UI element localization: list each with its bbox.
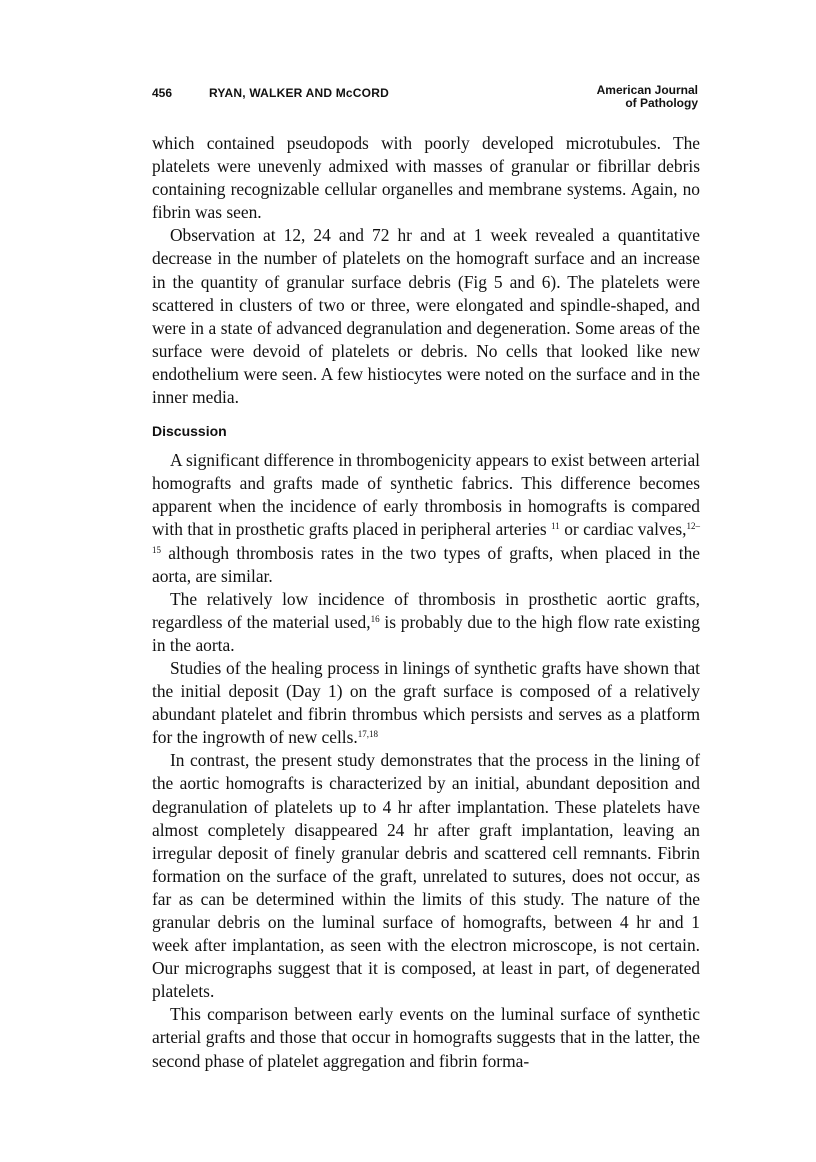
reference-superscript: 16 <box>370 613 380 624</box>
paragraph-text: although thrombosis rates in the two types of grafts, when placed in the aorta, are similar. <box>152 542 700 586</box>
page-number: 456 <box>152 86 173 100</box>
paragraph-text: is probably due to the high flow rate existing in the aorta. <box>152 611 700 655</box>
paragraph: In contrast, the present study demonstrates that the process in the lining of the aortic homografts is characterized by an initial, abundant deposition and degranulation of platelets up to 4 hr after implantation. These platelets have almost completely disappeared 24 hr after graft implantation, leaving an irregular deposit of finely granular debris and scattered cell remnants. Fibrin formation on the surface of the graft, unrelated to sutures, does not occur, as far as can be determined within the limits of this study. The nature of the granular debris on the luminal surface of homografts, between 4 hr and 1 week after implantation, as seen with the electron microscope, is not certain. Our micrographs suggest that it is composed, at least in part, of degenerated platelets. <box>152 750 700 1002</box>
reference-superscript: 12–15 <box>152 521 700 555</box>
body-text <box>152 132 700 1073</box>
section-heading: Discussion <box>152 423 227 440</box>
paragraph <box>152 449 700 588</box>
paragraph: which contained pseudopods with poorly developed microtubules. The platelets were unevenly admixed with masses of granular or fibrillar debris containing recognizable cellular organelles and membrane systems. Again, no fibrin was seen. <box>152 133 700 223</box>
paragraph <box>152 588 700 657</box>
running-head-authors: RYAN, WALKER AND McCORD <box>209 86 389 100</box>
paragraph-text: A significant difference in thrombogenicity appears to exist between arterial homografts and grafts made of synthetic fabrics. This difference becomes apparent when the incidence of early thrombosis in homografts is compared with that in prosthetic grafts placed in peripheral arteries <box>152 450 700 540</box>
paragraph-text: or cardiac valves, <box>559 519 687 540</box>
paragraph-text: Studies of the healing process in linings of synthetic grafts have shown that the initial deposit (Day 1) on the graft surface is composed of a relatively abundant platelet and fibrin thrombus which persists and serves as a platform for the ingrowth of new cells. <box>152 657 700 748</box>
paragraph: This comparison between early events on the luminal surface of synthetic arterial grafts and those that occur in homografts suggests that in the latter, the second phase of platelet aggregation and fibrin forma- <box>152 1004 700 1071</box>
paragraph-text: The relatively low incidence of thrombosis in prosthetic aortic grafts, regardless of the material used, <box>152 588 700 632</box>
paragraph: Observation at 12, 24 and 72 hr and at 1 week revealed a quantitative decrease in the number of platelets on the homograft surface and an increase in the quantity of granular surface debris (Fig 5 and 6). The platelets were scattered in clusters of two or three, were elongated and spindle-shaped, and were in a state of advanced degranulation and degeneration. Some areas of the surface were devoid of platelets or debris. No cells that looked like new endothelium were seen. A few histiocytes were noted on the surface and in the inner media. <box>152 225 700 408</box>
paragraph <box>152 657 700 749</box>
reference-superscript: 17,18 <box>357 729 378 740</box>
journal-line-2: of Pathology <box>625 96 698 110</box>
running-head-journal <box>597 84 698 110</box>
journal-line-1: American Journal <box>596 83 698 97</box>
reference-superscript: 11 <box>551 521 560 532</box>
